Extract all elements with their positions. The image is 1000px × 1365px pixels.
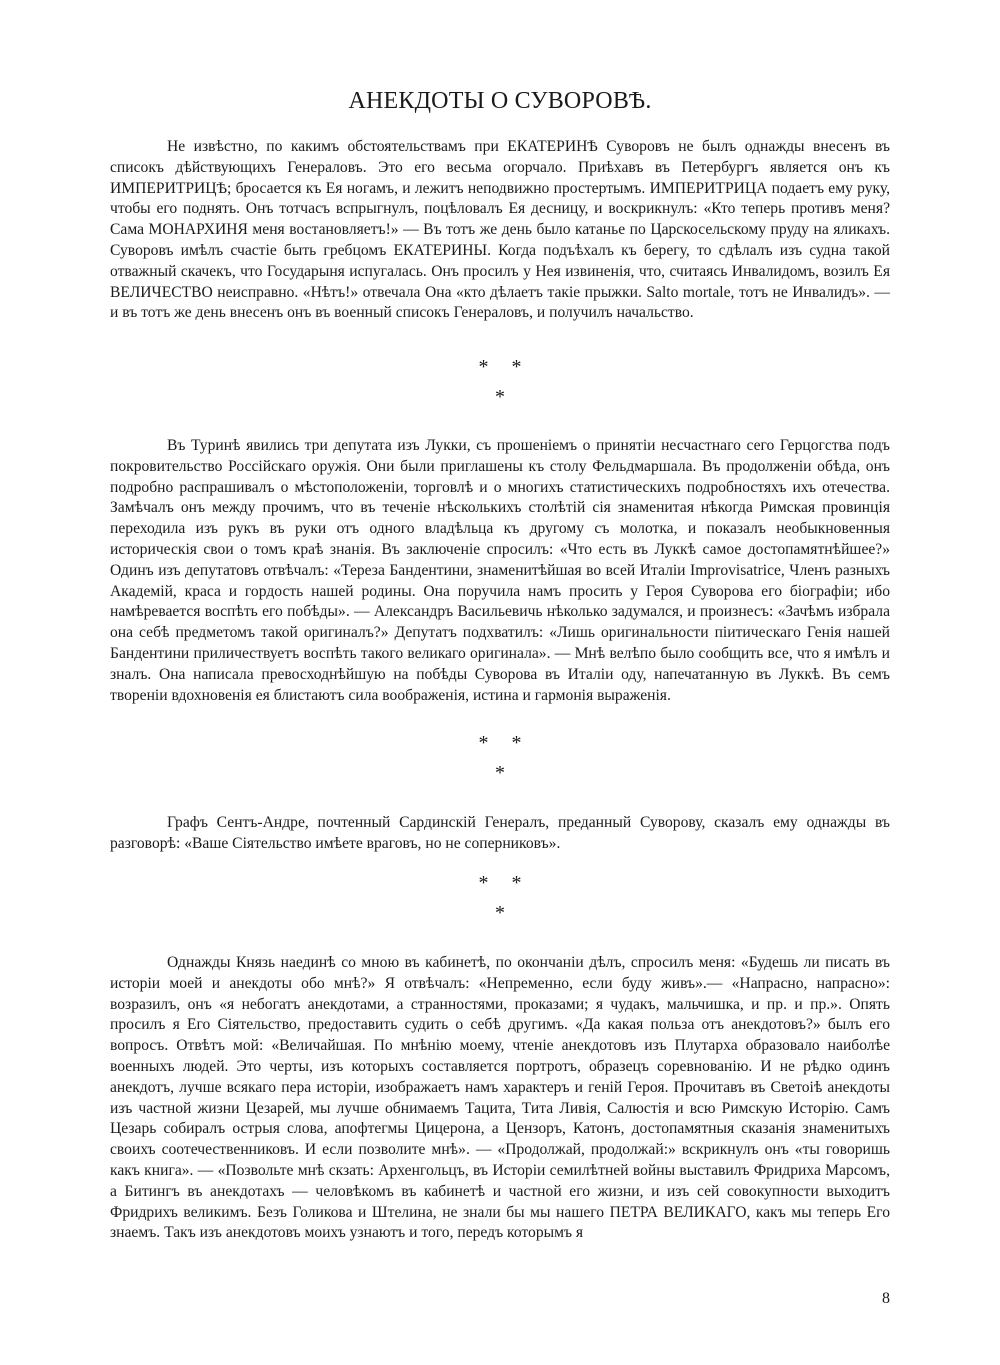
separator-stars-bottom: * (495, 762, 505, 784)
separator-stars-bottom: * (495, 902, 505, 924)
section-separator-3 (0, 868, 1000, 928)
separator-stars-top: * * (478, 732, 522, 754)
page-title: АНЕКДОТЫ О СУВОРОВѢ. (348, 88, 652, 114)
paragraph-2: Въ Туринѣ явились три депутата изъ Лукки, съ прошеніемъ о принятіи несчастнаго сего Герцогства подъ покровительство Россійскаго оружія. Они были приглашены къ столу Фельдмаршала. Въ продолженіи обѣда, онъ подробно распрашивалъ о мѣстоположеніи, торговлѣ и о многихъ статистическихъ подробностяхъ ихъ отечества. Замѣчалъ онъ между прочимъ, что въ теченіе нѣсколькихъ столѣтій сія знаменитая нѣкогда Римская провинція переходила изъ рукъ въ руки отъ одного владѣльца къ другому съ молотка, и показалъ необыкновенныя историческія свои о томъ краѣ знанія. Въ заключеніе спросилъ: «Что есть въ Луккѣ самое достопамятнѣйшее?» Одинъ изъ депутатовъ отвѣчалъ: «Тереза Бандентини, знаменитѣйшая во всей Италіи Improvisatrice, Членъ разныхъ Академій, краса и гордость нашей родины. Она поручила намъ просить у Героя Суворова его біографіи; ибо намѣревается воспѣть его побѣды». — Александръ Васильевичь нѣколько задумался, и произнесъ: «Зачѣмъ избрала она себѣ предметомъ такой оригиналъ?» Депутатъ подхватилъ: «Лишь оригинальности піитическаго Генія нашей Бандентини приличествуетъ воспѣть такого великаго оригинала». — Мнѣ велѣпо было сообщить все, что я имѣлъ и зналъ. Она написала превосходнѣйшую на побѣды Суворова въ Италіи оду, напечатанную въ Луккѣ. Въ семъ твореніи вдохновенія ея блистаютъ сила воображенія, истина и гармонія выраженія. (110, 437, 890, 704)
section-separator-2 (0, 728, 1000, 788)
paragraph-4: Однажды Князь наединѣ со мною въ кабинетѣ, по окончаніи дѣлъ, спросилъ меня: «Будешь ли писать въ исторіи моей и анекдоты обо мнѣ?» Я отвѣчалъ: «Непременно, если буду живъ».— «Напрасно, напрасно»: возразилъ, онъ «я небогатъ анекдотами, а странностями, проказами; я чудакъ, мальчишка, и пр. и пр.». Опять просилъ я Его Сіятельство, предоставить судить о себѣ другимъ. «Да какая польза отъ анекдотовъ?» былъ его вопросъ. Отвѣтъ мой: «Величайшая. По мнѣнію моему, чтеніе анекдотовъ изъ Плутарха образовало наиболѣе военныхъ людей. Это черты, изъ которыхъ составляется портротъ, образецъ соревнованію. И не рѣдко одинъ анекдотъ, лучше всякаго пера исторіи, изображаетъ намъ характеръ и геній Героя. Прочитавъ въ Светоіѣ анекдоты изъ частной жизни Цезарей, мы лучше обнимаемъ Тацита, Тита Ливія, Салюстія и всю Римскую Исторію. Самъ Цезарь собиралъ острыя слова, апофтегмы Цицерона, а Цензоръ, Катонъ, достопамятныя сказанія знаменитыхъ своихъ соотечественниковъ. И если позволите мнѣ». — «Продолжай, продолжай:» вскрикнулъ онъ «ты говоришь какъ книга». — «Позвольте мнѣ скзать: Архенгольцъ, въ Исторіи семилѣтней войны выставилъ Фридриха Марсомъ, а Битингъ въ анекдотахъ — человѣкомъ въ кабинетѣ и частной его жизни, и изъ сей совокупности выходитъ Фридрихъ великимъ. Безъ Голикова и Штелина, не знали бы мы нашего ПЕТРА ВЕЛИКАГО, какъ мы теперь Его знаемъ. Такъ изъ анекдотовъ моихъ узнаютъ и того, передъ которымъ я (110, 954, 890, 1242)
separator-stars-top: * * (478, 872, 522, 894)
paragraph-3: Графъ Сентъ-Андре, почтенный Сардинскій Генералъ, преданный Суворову, сказалъ ему однажды въ разговорѣ: «Ваше Сіятельство имѣете враговъ, но не соперниковъ». (110, 814, 890, 852)
paragraph-1: Не извѣстно, по какимъ обстоятельствамъ при ЕКАТЕРИНѢ Суворовъ не былъ однажды внесенъ въ списокъ дѣйствующихъ Генераловъ. Это его весьма огорчало. Приѣхавъ въ Петербургъ является онъ къ ИМПЕРИТРИЦѢ; бросается къ Ея ногамъ, и лежитъ неподвижно простертымъ. ИМПЕРИТРИЦА подаетъ ему руку, чтобы его поднять. Онъ тотчасъ вспрыгнулъ, поцѣловалъ Ея десницу, и воскрикнулъ: «Кто теперь противъ меня? Сама МОНАРХИНЯ меня востановляетъ!» — Въ тотъ же день было катанье по Царскосельскому пруду на яликахъ. Суворовъ имѣлъ счастіе быть гребцомъ ЕКАТЕРИНЫ. Когда подъѣхалъ къ берегу, то сдѣлалъ изъ судна такой отважный скачекъ, что Государыня испугалась. Онъ просилъ у Нея извиненія, что, считаясь Инвалидомъ, возилъ Ея ВЕЛИЧЕСТВО неисправно. «Нѣтъ!» отвечала Она «кто дѣлаетъ такіе прыжки. Salto mortale, тотъ не Инвалидъ». — и въ тотъ же день внесенъ онъ въ военный списокъ Генераловъ, и получилъ начальство. (110, 138, 890, 322)
separator-stars-bottom: * (495, 386, 505, 408)
separator-stars-top: * * (478, 356, 522, 378)
page-number: 8 (882, 1290, 890, 1307)
section-separator-1 (0, 352, 1000, 412)
